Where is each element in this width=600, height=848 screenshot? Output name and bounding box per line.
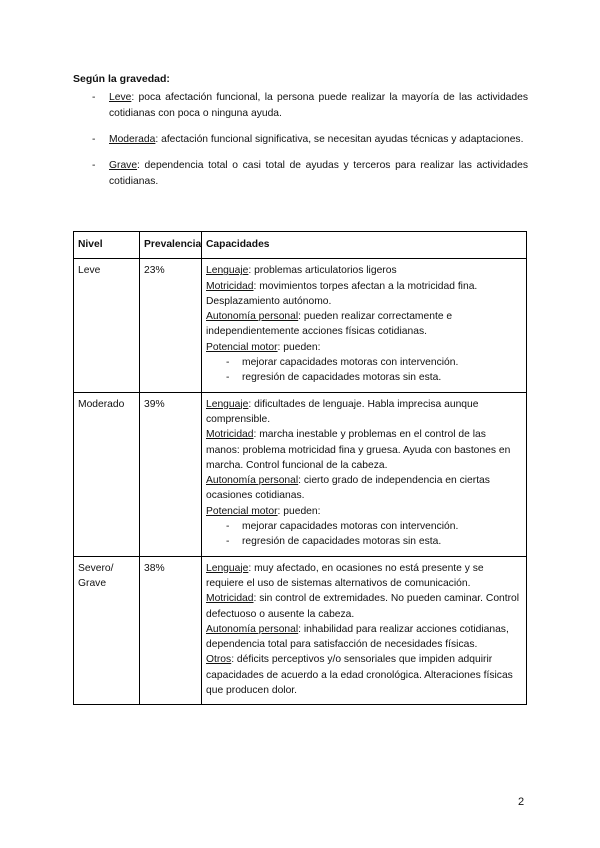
table-row (74, 392, 527, 556)
cell-capacidades (202, 259, 527, 392)
autonomia-text: : pueden realizar correctamente e independientemente acciones físicas cotidianas. (206, 311, 453, 338)
autonomia-text: : cierto grado de independencia en ciertas ocasiones cotidianas. (206, 475, 490, 502)
list-item: - regresión de capacidades motoras sin esta. (226, 536, 442, 548)
potencial-list (206, 355, 522, 386)
lenguaje-line (206, 397, 522, 428)
cell-prevalencia: 38% (140, 556, 202, 705)
autonomia-label: Autonomía personal (206, 475, 299, 487)
table-row (74, 259, 527, 392)
potencial-line (206, 340, 522, 355)
potencial-text: : pueden: (277, 505, 321, 517)
cell-prevalencia: 23% (140, 259, 202, 392)
table-header-row (74, 232, 527, 259)
list-item (92, 158, 528, 190)
cell-nivel: Leve (74, 259, 140, 392)
potencial-label: Potencial motor (206, 341, 278, 353)
autonomia-text: : inhabilidad para realizar acciones cotidianas, dependencia total para satisfacción de necesidades físicas. (206, 623, 509, 651)
lenguaje-text: : muy afectado, en ocasiones no está presente y se requiere el uso de sistemas alternativos de comunicación. (206, 562, 484, 589)
motricidad-line (206, 427, 522, 473)
cell-capacidades (202, 556, 527, 705)
level-desc: : dependencia total o casi total de ayudas y terceros para realizar las actividades cotidianas. (109, 160, 528, 187)
autonomia-label: Autonomía personal (206, 623, 299, 635)
potencial-text: : pueden: (277, 341, 321, 353)
list-item (92, 132, 528, 148)
level-desc: : afectación funcional significativa, se necesitan ayudas técnicas y adaptaciones. (155, 134, 524, 145)
otros-label: Otros (206, 654, 232, 666)
header-capacidades: Capacidades (202, 232, 527, 259)
motricidad-text: : sin control de extremidades. No pueden caminar. Control defectuoso o ausente la cabeza. (206, 593, 520, 620)
list-dash: - (92, 134, 96, 145)
lenguaje-label: Lenguaje (206, 398, 249, 410)
otros-line (206, 652, 522, 698)
cell-nivel: Moderado (74, 392, 140, 556)
lenguaje-line (206, 263, 522, 278)
lenguaje-text: : problemas articulatorios ligeros (248, 265, 397, 277)
header-nivel: Nivel (74, 232, 140, 259)
page-number: 2 (518, 796, 525, 808)
list-item: - regresión de capacidades motoras sin esta. (226, 372, 442, 384)
potencial-line (206, 504, 522, 519)
autonomia-label: Autonomía personal (206, 311, 299, 323)
level-desc: : poca afectación funcional, la persona puede realizar la mayoría de las actividades cotidianas con poca o ninguna ayuda. (109, 92, 528, 119)
autonomia-line (206, 473, 522, 504)
list-item: - mejorar capacidades motoras con intervención. (226, 357, 459, 369)
autonomia-line (206, 309, 522, 340)
lenguaje-text: : dificultades de lenguaje. Habla imprecisa aunque comprensible. (206, 398, 479, 425)
header-prevalencia: Prevalencia (140, 232, 202, 259)
motricidad-text: : marcha inestable y problemas en el control de las manos: problema motricidad fina y gruesa. Ayuda con bastones en marcha. Control funcional de la cabeza. (206, 429, 511, 471)
section-heading: Según la gravedad: (73, 73, 170, 85)
cell-nivel: Severo/ Grave (74, 556, 140, 705)
list-item: - mejorar capacidades motoras con intervención. (226, 521, 459, 533)
motricidad-label: Motricidad (206, 593, 254, 605)
level-term: Leve (109, 92, 132, 103)
list-dash: - (92, 92, 96, 103)
otros-text: : déficits perceptivos y/o sensoriales que impiden adquirir capacidades de acuerdo a la edad cronológica. Alteraciones físicas que producen dolor. (206, 654, 513, 697)
lenguaje-line (206, 561, 522, 592)
lenguaje-label: Lenguaje (206, 562, 249, 574)
potencial-label: Potencial motor (206, 505, 278, 517)
motricidad-line (206, 591, 522, 622)
cell-capacidades (202, 392, 527, 556)
table-row (74, 556, 527, 705)
level-term: Grave (109, 160, 138, 171)
list-item (92, 90, 528, 122)
list-dash: - (92, 160, 96, 171)
level-term: Moderada (109, 134, 156, 145)
cell-prevalencia: 39% (140, 392, 202, 556)
lenguaje-label: Lenguaje (206, 265, 249, 277)
motricidad-text: : movimientos torpes afectan a la motricidad fina. Desplazamiento autónomo. (206, 280, 478, 307)
motricidad-line (206, 279, 522, 310)
motricidad-label: Motricidad (206, 280, 254, 292)
autonomia-line (206, 622, 522, 653)
severity-list (92, 90, 528, 200)
severity-table (73, 231, 527, 705)
potencial-list (206, 519, 522, 550)
motricidad-label: Motricidad (206, 429, 254, 441)
